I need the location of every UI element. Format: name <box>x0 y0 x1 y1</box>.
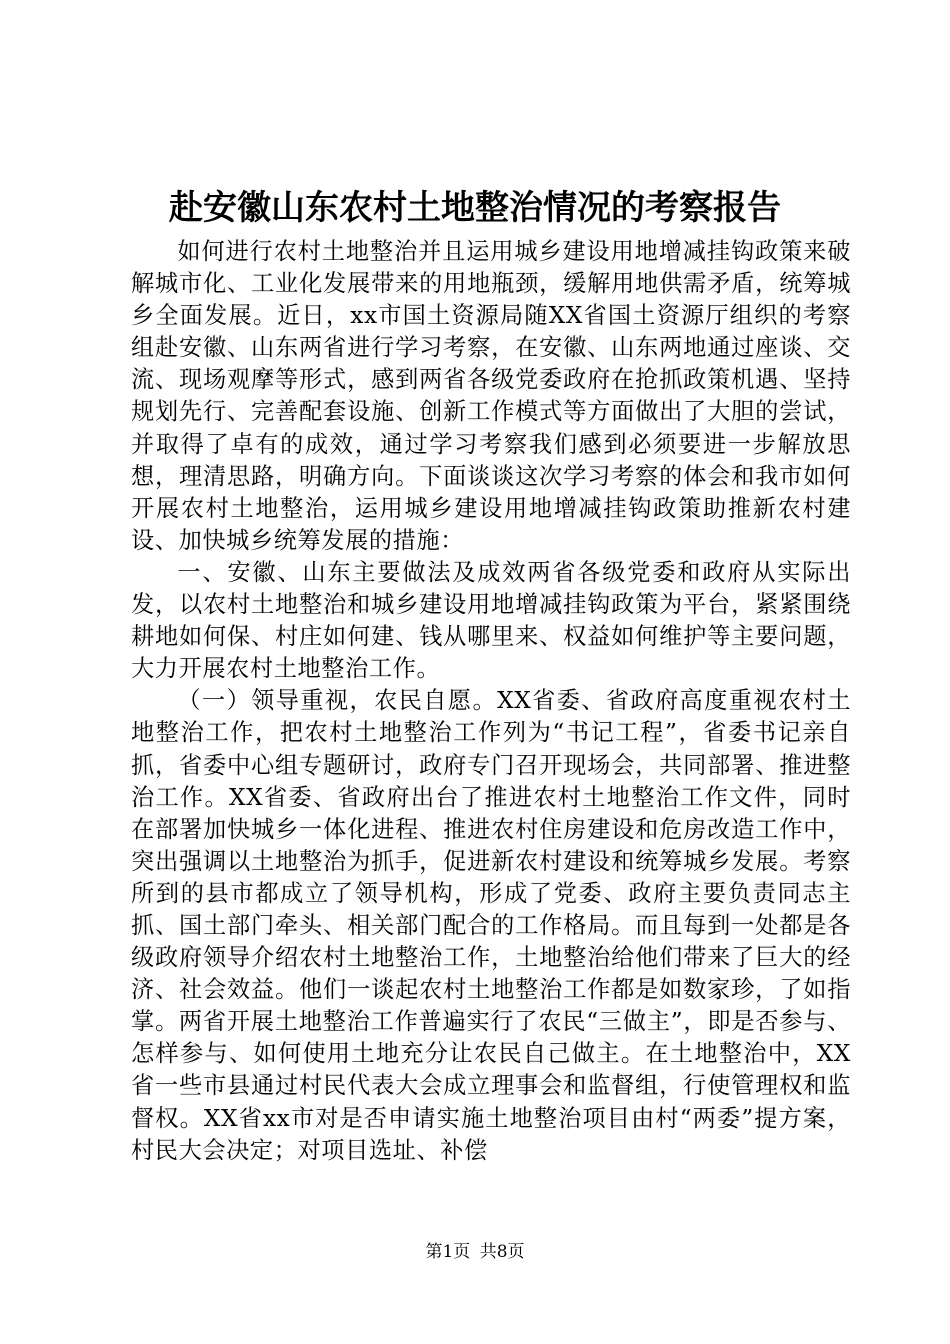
page-total: 共8页 <box>479 1242 525 1262</box>
document-body <box>131 236 851 1167</box>
document-title: 赴安徽山东农村土地整治情况的考察报告 <box>169 188 781 228</box>
page-footer <box>0 1240 950 1264</box>
paragraph-subsection-one: （一）领导重视，农民自愿。XX省委、省政府高度重视农村土地整治工作，把农村土地整治工作列为“书记工程”，省委书记亲自抓，省委中心组专题研讨，政府专门召开现场会，共同部署、推进整治工作。XX省委、省政府出台了推进农村土地整治工作文件，同时在部署加快城乡一体化进程、推进农村住房建设和危房改造工作中，突出强调以土地整治为抓手，促进新农村建设和统筹城乡发展。考察所到的县市都成立了领导机构，形成了党委、政府主要负责同志主抓、国土部门牵头、相关部门配合的工作格局。而且每到一处都是各级政府领导介绍农村土地整治工作，土地整治给他们带来了巨大的经济、社会效益。他们一谈起农村土地整治工作都是如数家珍，了如指掌。两省开展土地整治工作普遍实行了农民“三做主”，即是否参与、怎样参与、如何使用土地充分让农民自己做主。在土地整治中，XX省一些市县通过村民代表大会成立理事会和监督组，行使管理权和监督权。XX省xx市对是否申请实施土地整治项目由村“两委”提方案，村民大会决定；对项目选址、补偿 <box>131 687 851 1164</box>
paragraph-section-one: 一、安徽、山东主要做法及成效两省各级党委和政府从实际出发，以农村土地整治和城乡建设用地增减挂钩政策为平台，紧紧围绕耕地如何保、村庄如何建、钱从哪里来、权益如何维护等主要问题，大力开展农村土地整治工作。 <box>131 558 851 683</box>
paragraph-intro: 如何进行农村土地整治并且运用城乡建设用地增减挂钩政策来破解城市化、工业化发展带来的用地瓶颈，缓解用地供需矛盾，统筹城乡全面发展。近日，xx市国土资源局随XX省国土资源厅组织的考察组赴安徽、山东两省进行学习考察，在安徽、山东两地通过座谈、交流、现场观摩等形式，感到两省各级党委政府在抢抓政策机遇、坚持规划先行、完善配套设施、创新工作模式等方面做出了大胆的尝试，并取得了卓有的成效，通过学习考察我们感到必须要进一步解放思想，理清思路，明确方向。下面谈谈这次学习考察的体会和我市如何开展农村土地整治，运用城乡建设用地增减挂钩政策助推新农村建设、加快城乡统筹发展的措施： <box>131 238 851 554</box>
page-number: 第1页 <box>425 1242 471 1262</box>
